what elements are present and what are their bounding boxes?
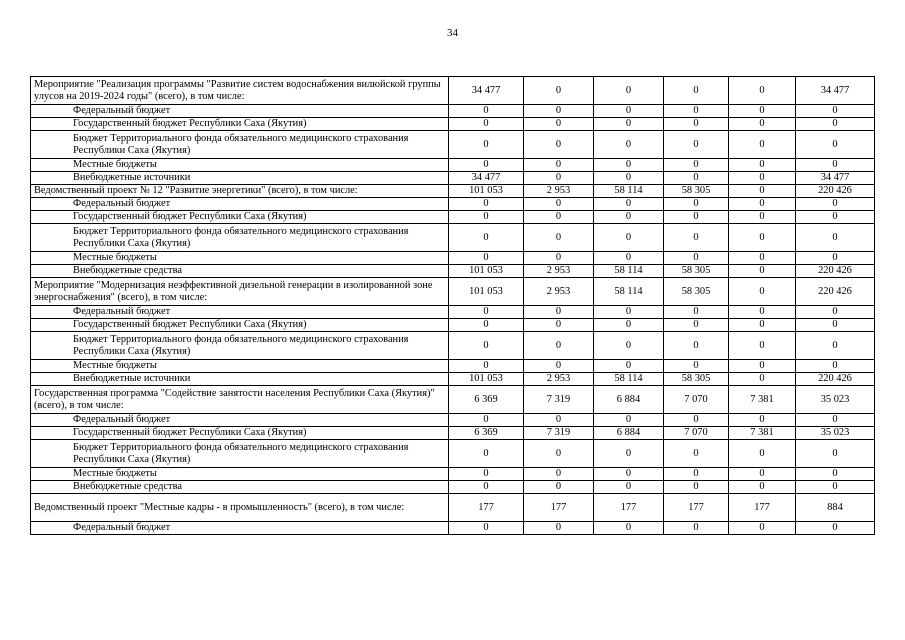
value-cell: 0 [729,414,796,427]
page-number: 34 [447,27,458,39]
value-cell: 0 [449,252,524,265]
value-cell: 0 [524,306,594,319]
value-cell: 0 [729,211,796,224]
table-row-subitem [31,360,875,373]
value-cell: 2 953 [524,278,594,306]
value-cell: 0 [524,172,594,185]
table-row-subitem [31,211,875,224]
value-cell: 34 477 [449,77,524,105]
value-cell: 0 [594,77,664,105]
row-label: Мероприятие "Реализация программы "Развитие систем водоснабжения вилюйской группы улусов на 2019-2024 годы" (всего), в том числе: [31,77,449,105]
value-cell: 0 [449,131,524,159]
value-cell: 0 [729,332,796,360]
value-cell: 0 [796,360,875,373]
value-cell: 58 114 [594,185,664,198]
value-cell: 0 [796,118,875,131]
value-cell: 34 477 [796,172,875,185]
value-cell: 0 [796,211,875,224]
value-cell: 220 426 [796,265,875,278]
value-cell: 0 [594,131,664,159]
value-cell: 7 319 [524,386,594,414]
value-cell: 0 [664,306,729,319]
value-cell: 0 [796,332,875,360]
value-cell: 6 884 [594,427,664,440]
value-cell: 0 [729,77,796,105]
row-label: Ведомственный проект № 12 "Развитие энергетики" (всего), в том числе: [31,185,449,198]
value-cell: 0 [796,319,875,332]
table-row-subitem [31,105,875,118]
row-label: Местные бюджеты [31,159,449,172]
value-cell: 0 [449,118,524,131]
value-cell: 0 [729,198,796,211]
table-row-subitem [31,224,875,252]
value-cell: 0 [594,468,664,481]
value-cell: 0 [664,211,729,224]
value-cell: 6 884 [594,386,664,414]
table-row-subitem [31,414,875,427]
value-cell: 0 [664,224,729,252]
value-cell: 0 [524,481,594,494]
value-cell: 0 [729,265,796,278]
budget-table-body [31,77,875,535]
value-cell: 101 053 [449,373,524,386]
value-cell: 0 [664,172,729,185]
table-row-subitem [31,440,875,468]
value-cell: 0 [524,159,594,172]
value-cell: 0 [594,118,664,131]
value-cell: 0 [524,319,594,332]
value-cell: 0 [524,414,594,427]
value-cell: 0 [664,360,729,373]
value-cell: 0 [449,332,524,360]
value-cell: 0 [796,414,875,427]
row-label: Федеральный бюджет [31,414,449,427]
value-cell: 0 [524,360,594,373]
value-cell: 2 953 [524,373,594,386]
value-cell: 0 [729,252,796,265]
value-cell: 0 [796,131,875,159]
table-row-subitem [31,159,875,172]
row-label: Внебюджетные средства [31,481,449,494]
table-row-subitem [31,252,875,265]
value-cell: 35 023 [796,427,875,440]
value-cell: 34 477 [796,77,875,105]
value-cell: 0 [729,159,796,172]
value-cell: 7 381 [729,386,796,414]
value-cell: 0 [594,306,664,319]
value-cell: 0 [729,440,796,468]
table-row-item [31,77,875,105]
value-cell: 0 [729,468,796,481]
value-cell: 0 [796,159,875,172]
value-cell: 0 [729,185,796,198]
value-cell: 0 [729,522,796,535]
table-row-subitem [31,172,875,185]
row-label: Государственный бюджет Республики Саха (Якутия) [31,118,449,131]
value-cell: 0 [449,468,524,481]
value-cell: 0 [729,278,796,306]
value-cell: 0 [664,105,729,118]
row-label: Внебюджетные источники [31,172,449,185]
value-cell: 0 [664,118,729,131]
value-cell: 0 [729,105,796,118]
row-label: Внебюджетные средства [31,265,449,278]
value-cell: 7 381 [729,427,796,440]
value-cell: 0 [729,319,796,332]
value-cell: 6 369 [449,386,524,414]
row-label: Государственный бюджет Республики Саха (Якутия) [31,319,449,332]
row-label: Федеральный бюджет [31,306,449,319]
value-cell: 0 [664,468,729,481]
value-cell: 0 [524,77,594,105]
table-row-subitem [31,319,875,332]
row-label: Бюджет Территориального фонда обязательного медицинского страхования Республики Саха (Якутия) [31,131,449,159]
row-label: Внебюджетные источники [31,373,449,386]
value-cell: 0 [524,440,594,468]
value-cell: 0 [524,468,594,481]
value-cell: 0 [594,522,664,535]
value-cell: 58 114 [594,265,664,278]
value-cell: 101 053 [449,185,524,198]
value-cell: 0 [449,319,524,332]
value-cell: 0 [796,198,875,211]
value-cell: 0 [449,105,524,118]
value-cell: 0 [524,224,594,252]
value-cell: 177 [594,494,664,522]
table-row-subitem [31,265,875,278]
value-cell: 0 [449,306,524,319]
value-cell: 0 [594,319,664,332]
value-cell: 0 [796,481,875,494]
table-row-subitem [31,481,875,494]
value-cell: 6 369 [449,427,524,440]
value-cell: 0 [664,332,729,360]
row-label: Ведомственный проект "Местные кадры - в промышленность" (всего), в том числе: [31,494,449,522]
value-cell: 0 [594,159,664,172]
row-label: Федеральный бюджет [31,105,449,118]
value-cell: 0 [664,252,729,265]
row-label: Местные бюджеты [31,468,449,481]
value-cell: 0 [729,481,796,494]
value-cell: 0 [594,224,664,252]
value-cell: 0 [524,198,594,211]
row-label: Государственный бюджет Республики Саха (Якутия) [31,211,449,224]
table-row-subitem [31,522,875,535]
table-row-subitem [31,427,875,440]
value-cell: 0 [594,481,664,494]
value-cell: 58 114 [594,278,664,306]
value-cell: 0 [729,172,796,185]
value-cell: 0 [449,440,524,468]
table-row-subitem [31,118,875,131]
row-label: Местные бюджеты [31,252,449,265]
value-cell: 0 [449,159,524,172]
row-label: Бюджет Территориального фонда обязательного медицинского страхования Республики Саха (Якутия) [31,440,449,468]
value-cell: 0 [594,360,664,373]
value-cell: 177 [729,494,796,522]
row-label: Федеральный бюджет [31,198,449,211]
value-cell: 0 [729,373,796,386]
value-cell: 0 [524,131,594,159]
value-cell: 177 [524,494,594,522]
value-cell: 7 070 [664,427,729,440]
value-cell: 0 [524,332,594,360]
value-cell: 884 [796,494,875,522]
value-cell: 0 [664,481,729,494]
table-row-item [31,278,875,306]
value-cell: 177 [449,494,524,522]
value-cell: 58 305 [664,185,729,198]
value-cell: 2 953 [524,185,594,198]
value-cell: 0 [449,522,524,535]
value-cell: 0 [664,198,729,211]
table-row-subitem [31,332,875,360]
budget-table [30,76,875,535]
value-cell: 0 [449,414,524,427]
value-cell: 58 114 [594,373,664,386]
value-cell: 0 [664,440,729,468]
table-row-item [31,494,875,522]
table-row-subitem [31,198,875,211]
value-cell: 0 [729,118,796,131]
value-cell: 0 [524,211,594,224]
value-cell: 0 [594,105,664,118]
value-cell: 0 [796,306,875,319]
value-cell: 0 [729,306,796,319]
value-cell: 0 [664,159,729,172]
table-row-subitem [31,373,875,386]
row-label: Бюджет Территориального фонда обязательного медицинского страхования Республики Саха (Якутия) [31,224,449,252]
table-row-item [31,386,875,414]
value-cell: 0 [796,224,875,252]
value-cell: 0 [449,211,524,224]
table-row-subitem [31,468,875,481]
value-cell: 0 [729,131,796,159]
row-label: Государственная программа "Содействие занятости населения Республики Саха (Якутия)" (всего), в том числе: [31,386,449,414]
value-cell: 0 [524,118,594,131]
table-row-subitem [31,306,875,319]
row-label: Местные бюджеты [31,360,449,373]
value-cell: 101 053 [449,265,524,278]
value-cell: 0 [594,414,664,427]
row-label: Государственный бюджет Республики Саха (Якутия) [31,427,449,440]
value-cell: 0 [594,332,664,360]
value-cell: 58 305 [664,373,729,386]
table-row-item [31,185,875,198]
value-cell: 101 053 [449,278,524,306]
value-cell: 0 [664,522,729,535]
row-label: Мероприятие "Модернизация неэффективной дизельной генерации в изолированной зоне энергоснабжения" (всего), в том числе: [31,278,449,306]
value-cell: 0 [524,105,594,118]
value-cell: 220 426 [796,373,875,386]
value-cell: 35 023 [796,386,875,414]
value-cell: 0 [796,252,875,265]
value-cell: 0 [594,198,664,211]
table-row-subitem [31,131,875,159]
value-cell: 0 [449,481,524,494]
value-cell: 34 477 [449,172,524,185]
value-cell: 7 070 [664,386,729,414]
value-cell: 0 [594,172,664,185]
value-cell: 0 [594,211,664,224]
value-cell: 0 [449,198,524,211]
value-cell: 0 [664,414,729,427]
value-cell: 0 [449,360,524,373]
value-cell: 220 426 [796,278,875,306]
row-label: Федеральный бюджет [31,522,449,535]
value-cell: 0 [796,522,875,535]
value-cell: 0 [594,252,664,265]
value-cell: 0 [524,522,594,535]
row-label: Бюджет Территориального фонда обязательного медицинского страхования Республики Саха (Якутия) [31,332,449,360]
value-cell: 0 [729,224,796,252]
value-cell: 0 [524,252,594,265]
value-cell: 0 [664,319,729,332]
value-cell: 58 305 [664,278,729,306]
value-cell: 2 953 [524,265,594,278]
value-cell: 0 [664,77,729,105]
value-cell: 0 [594,440,664,468]
value-cell: 0 [449,224,524,252]
value-cell: 0 [729,360,796,373]
value-cell: 58 305 [664,265,729,278]
value-cell: 0 [796,468,875,481]
value-cell: 0 [796,105,875,118]
value-cell: 220 426 [796,185,875,198]
value-cell: 0 [664,131,729,159]
value-cell: 177 [664,494,729,522]
value-cell: 0 [796,440,875,468]
value-cell: 7 319 [524,427,594,440]
